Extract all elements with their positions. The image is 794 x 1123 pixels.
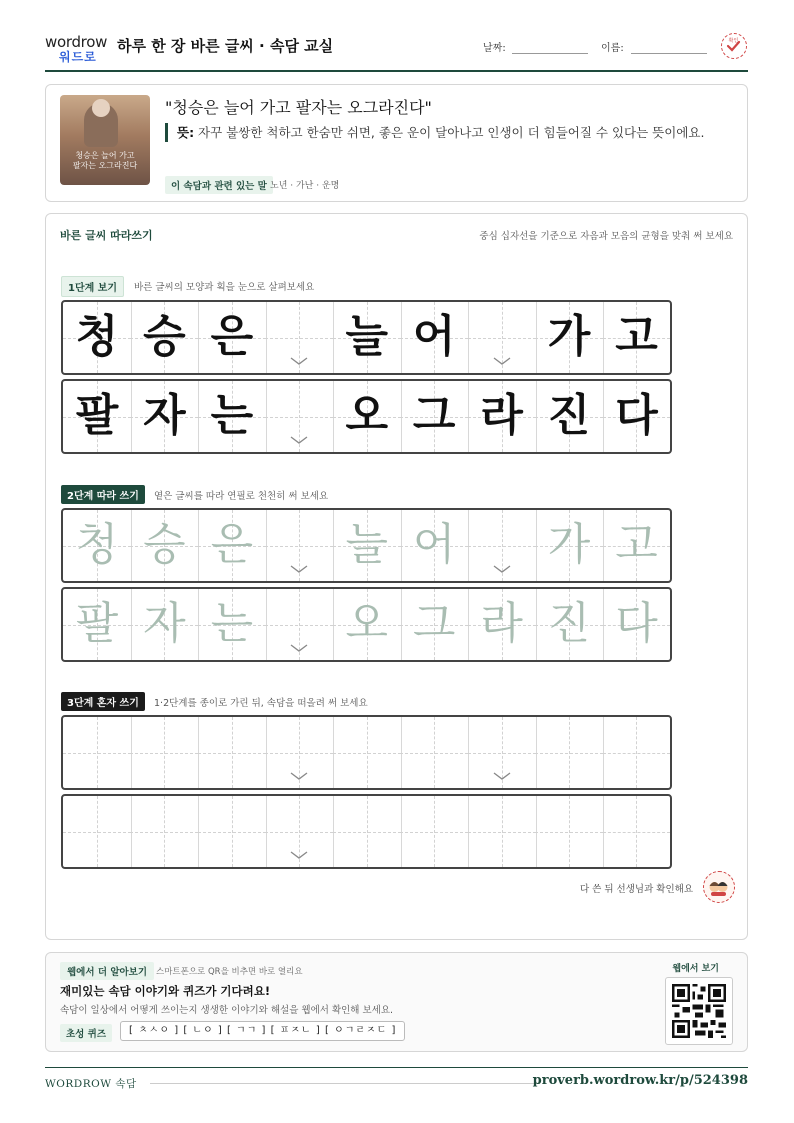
- step3-row-1[interactable]: [61, 715, 672, 790]
- quiz-label: 초성 퀴즈: [60, 1024, 112, 1042]
- grid-char: 오: [345, 598, 388, 649]
- grid-cell[interactable]: [333, 717, 401, 788]
- practice-title: 바른 글씨 따라쓰기: [60, 229, 153, 242]
- meaning-label: 뜻:: [177, 125, 195, 140]
- space-mark-icon: [493, 772, 511, 780]
- grid-cell: [603, 381, 671, 452]
- date-field[interactable]: [512, 53, 588, 54]
- step1-row-1: [61, 300, 672, 375]
- grid-cell[interactable]: [63, 510, 131, 581]
- grid-char: 라: [480, 390, 523, 441]
- grid-char: 승: [143, 311, 186, 362]
- space-mark-icon: [290, 851, 308, 859]
- grid-cell[interactable]: [63, 589, 131, 660]
- grid-cell[interactable]: [400, 589, 468, 660]
- grid-char: 늘: [345, 311, 388, 362]
- grid-char: 고: [615, 311, 658, 362]
- name-label: 이름:: [601, 43, 624, 54]
- proverb-card: [45, 84, 748, 202]
- grid-cell[interactable]: [265, 717, 333, 788]
- grid-char: 다: [615, 390, 658, 441]
- grid-cell: [400, 302, 468, 373]
- grid-char: 은: [210, 519, 254, 570]
- grid-cell[interactable]: [265, 796, 333, 867]
- chosung-quiz: [ ㅊㅅㅇ ] [ ㄴㅇ ] [ ㄱㄱ ] [ ㅍㅈㄴ ] [ ㅇㄱㄹㅈㄷ ]: [120, 1021, 405, 1041]
- grid-char: 자: [143, 598, 186, 649]
- grid-cell[interactable]: [198, 589, 266, 660]
- grid-cell[interactable]: [468, 510, 536, 581]
- grid-cell: [265, 381, 333, 452]
- grid-char: 어: [412, 519, 456, 570]
- qr-code-icon: [672, 984, 726, 1038]
- grid-cell[interactable]: [603, 589, 671, 660]
- grid-char: 는: [210, 598, 254, 649]
- date-label: 날짜:: [483, 43, 506, 54]
- grid-char: 가: [547, 311, 591, 362]
- footer-brand: WORDROW 속담: [45, 1078, 137, 1090]
- illustration-caption-line-2: 팔자는 오그라진다: [72, 161, 138, 170]
- grid-cell: [468, 381, 536, 452]
- grid-char: 승: [143, 519, 186, 570]
- step2-row-2[interactable]: [61, 587, 672, 662]
- grid-cell[interactable]: [63, 796, 131, 867]
- grid-char: 그: [412, 598, 456, 649]
- grid-cell: [265, 302, 333, 373]
- grid-cell[interactable]: [63, 717, 131, 788]
- stamp-text: 확인: [728, 38, 739, 44]
- grid-cell: [333, 302, 401, 373]
- keywords: 노년 · 가난 · 운명: [270, 181, 340, 191]
- space-mark-icon: [290, 565, 308, 573]
- grid-cell[interactable]: [468, 796, 536, 867]
- practice-note: 중심 십자선을 기준으로 자음과 모음의 균형을 맞춰 써 보세요: [479, 231, 733, 242]
- footer-divider: [45, 1067, 748, 1068]
- proverb-illustration: [60, 95, 150, 185]
- grid-char: 은: [210, 311, 254, 362]
- grid-cell[interactable]: [333, 589, 401, 660]
- grid-cell[interactable]: [130, 796, 198, 867]
- grid-cell[interactable]: [535, 717, 603, 788]
- practice-card: [45, 213, 748, 940]
- grid-cell[interactable]: [265, 589, 333, 660]
- grid-char: 오: [345, 390, 388, 441]
- grid-cell: [535, 302, 603, 373]
- space-mark-icon: [493, 565, 511, 573]
- grid-cell: [603, 302, 671, 373]
- name-field[interactable]: [631, 53, 707, 54]
- step3-row-2[interactable]: [61, 794, 672, 869]
- grid-cell[interactable]: [603, 796, 671, 867]
- step1-row-2: [61, 379, 672, 454]
- teacher-check-note: 다 쓴 뒤 선생님과 확인해요: [579, 884, 693, 895]
- grid-cell[interactable]: [400, 510, 468, 581]
- illustration-caption-line-1: 청승은 늘어 가고: [75, 151, 135, 160]
- grid-char: 고: [615, 519, 658, 570]
- grid-char: 다: [615, 598, 658, 649]
- grid-cell[interactable]: [198, 717, 266, 788]
- grid-char: 늘: [345, 519, 388, 570]
- grandmother-head-icon: [92, 99, 110, 117]
- grid-cell[interactable]: [400, 796, 468, 867]
- step3-label: 3단계 혼자 쓰기: [61, 692, 145, 711]
- grid-char: 라: [480, 598, 523, 649]
- grid-char: 그: [412, 390, 456, 441]
- grid-cell: [535, 381, 603, 452]
- meaning-box: [165, 123, 725, 142]
- grid-cell[interactable]: [130, 589, 198, 660]
- grid-char: 가: [547, 519, 591, 570]
- check-stamp-icon: [721, 33, 747, 59]
- logo-wordmark: wordrow: [45, 33, 108, 51]
- step2-label: 2단계 따라 쓰기: [61, 485, 145, 504]
- grid-cell[interactable]: [198, 510, 266, 581]
- grid-cell[interactable]: [603, 510, 671, 581]
- footer-line: [150, 1083, 538, 1084]
- grid-cell[interactable]: [468, 717, 536, 788]
- grid-cell: [63, 302, 131, 373]
- space-mark-icon: [290, 772, 308, 780]
- web-tag: 웹에서 더 알아보기: [60, 962, 154, 980]
- qr-hint: 스마트폰으로 QR을 비추면 바로 열리요: [156, 967, 303, 977]
- web-card: [45, 952, 748, 1052]
- grid-cell: [130, 381, 198, 452]
- related-tag: 이 속담과 관련 있는 말: [165, 176, 273, 194]
- grid-char: 진: [547, 598, 591, 649]
- grid-cell[interactable]: [333, 510, 401, 581]
- page-header: [45, 30, 748, 72]
- grid-cell[interactable]: [333, 796, 401, 867]
- qr-code[interactable]: [665, 977, 733, 1045]
- grid-cell: [130, 302, 198, 373]
- web-headline: 재미있는 속담 이야기와 퀴즈가 기다려요!: [60, 984, 271, 998]
- grid-cell: [63, 381, 131, 452]
- page-title: 하루 한 장 바른 글씨 · 속담 교실: [117, 37, 334, 55]
- wordrow-logo: [45, 33, 109, 63]
- grid-cell: [333, 381, 401, 452]
- grid-char: 팔: [75, 598, 119, 649]
- grid-cell[interactable]: [603, 717, 671, 788]
- space-mark-icon: [290, 644, 308, 652]
- grid-cell: [400, 381, 468, 452]
- qr-label: 웹에서 보기: [672, 964, 719, 974]
- grid-cell: [198, 302, 266, 373]
- grid-cell[interactable]: [198, 796, 266, 867]
- space-mark-icon: [493, 357, 511, 365]
- grid-char: 는: [210, 390, 254, 441]
- grid-char: 자: [143, 390, 186, 441]
- grid-cell: [468, 302, 536, 373]
- grid-char: 청: [75, 311, 119, 362]
- grid-cell[interactable]: [130, 717, 198, 788]
- illustration-caption: [60, 151, 150, 171]
- space-mark-icon: [290, 436, 308, 444]
- grid-cell[interactable]: [130, 510, 198, 581]
- space-mark-icon: [290, 357, 308, 365]
- step2-row-1[interactable]: [61, 508, 672, 583]
- grid-char: 팔: [75, 390, 119, 441]
- grid-cell: [198, 381, 266, 452]
- step3-desc: 1·2단계를 종이로 가린 뒤, 속담을 떠올려 써 보세요: [154, 698, 368, 709]
- step2-desc: 옅은 글씨를 따라 연필로 천천히 써 보세요: [154, 491, 329, 502]
- grid-cell[interactable]: [468, 589, 536, 660]
- grid-cell[interactable]: [535, 510, 603, 581]
- grid-char: 어: [412, 311, 456, 362]
- teacher-stamp-icon: [703, 871, 735, 903]
- proverb-title: "청승은 늘어 가고 팔자는 오그라진다": [165, 98, 432, 117]
- grid-char: 진: [547, 390, 591, 441]
- grid-cell[interactable]: [400, 717, 468, 788]
- grid-cell[interactable]: [265, 510, 333, 581]
- logo-korean: 워드로: [59, 50, 97, 64]
- grid-char: 청: [75, 519, 119, 570]
- step1-desc: 바른 글씨의 모양과 획을 눈으로 살펴보세요: [134, 282, 315, 293]
- grid-cell[interactable]: [535, 796, 603, 867]
- step1-label: 1단계 보기: [61, 276, 124, 297]
- grid-cell[interactable]: [535, 589, 603, 660]
- web-subtext: 속담이 일상에서 어떻게 쓰이는지 생생한 이야기와 해설을 웹에서 확인해 보세요.: [60, 1005, 394, 1016]
- footer-url[interactable]: proverb.wordrow.kr/p/524398: [532, 1073, 748, 1088]
- meaning-text: 자꾸 불쌍한 척하고 한숨만 쉬면, 좋은 운이 달아나고 인생이 더 힘들어질 수 있다는 뜻이에요.: [194, 125, 705, 140]
